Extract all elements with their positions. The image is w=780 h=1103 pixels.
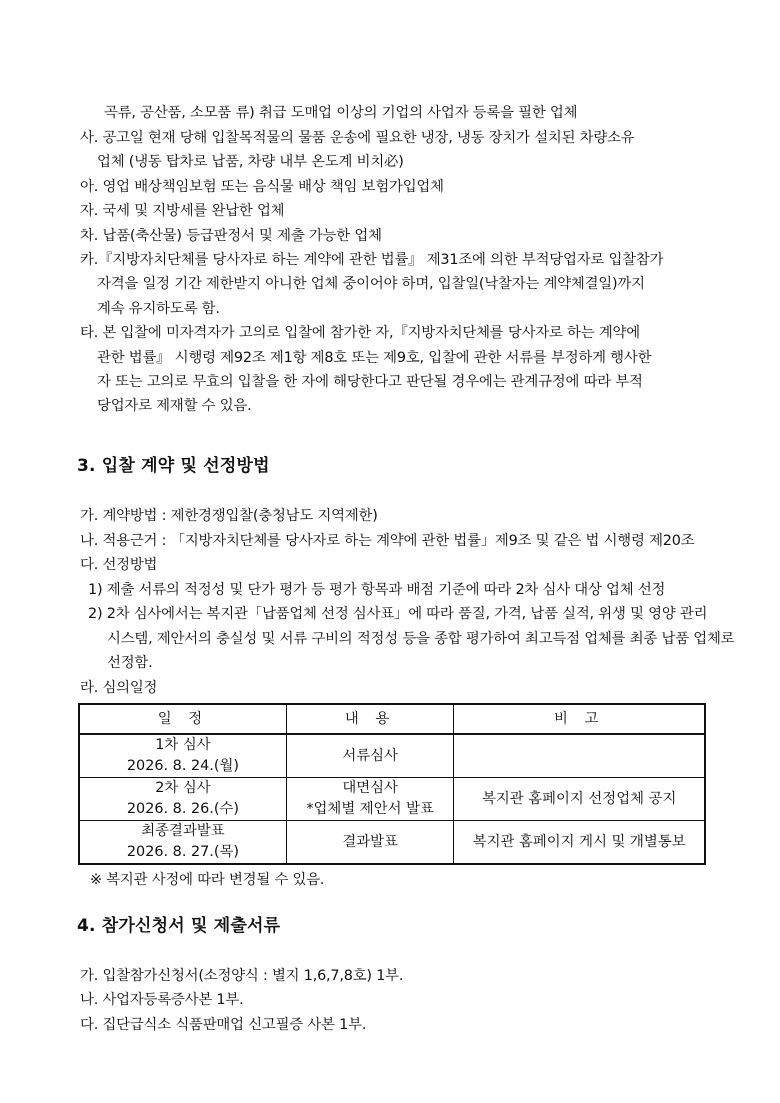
section-4-title: 4. 참가신청서 및 제출서류	[77, 916, 281, 936]
content-cell	[286, 734, 453, 778]
text-line-legal-basis: 나. 적용근거 : 「지방자치단체를 당사자로 하는 계약에 관한 법률」제9조 및 같은 법 시행령 제20조	[80, 533, 695, 549]
content-text: 결과발표	[342, 833, 398, 850]
text-line: 계속 유지하도록 함.	[97, 301, 220, 317]
text-line: 관한 법률』 시행령 제92조 제1항 제8호 또는 제9호, 입찰에 관한 서류를 부정하게 행사한	[97, 350, 652, 366]
text-line: 당업자로 제재할 수 있음.	[97, 398, 252, 414]
schedule-label: 2차 심사	[155, 780, 211, 796]
table-header-schedule: 일 정	[79, 704, 286, 734]
note-cell: 복지관 홈페이지 선정업체 공지	[454, 778, 705, 821]
text-line: 자 또는 고의로 무효의 입찰을 한 자에 해당한다고 판단될 경우에는 관계규정에 따라 부적	[97, 374, 643, 390]
text-line-business-registration: 나. 사업자등록증사본 1부.	[80, 992, 244, 1008]
text-line-item-ka: 카.『지방자치단체를 당사자로 하는 계약에 관한 법률』 제31조에 의한 부적당업자로 입찰참가	[80, 252, 664, 268]
schedule-date: 2026. 8. 26.(수)	[126, 801, 239, 817]
text-line: 곡류, 공산품, 소모품 류) 취급 도매업 이상의 기업의 사업자 등록을 필한 업체	[104, 105, 578, 121]
schedule-cell	[79, 734, 286, 778]
table-row	[79, 778, 705, 821]
section-3-title: 3. 입찰 계약 및 선정방법	[77, 456, 270, 476]
text-line-step-2: 2) 2차 심사에서는 복지관「납품업체 선정 심사표」에 따라 품질, 가격, 납품 실적, 위생 및 영양 관리	[88, 606, 708, 622]
schedule-date: 2026. 8. 24.(월)	[126, 758, 239, 774]
content-cell	[286, 778, 453, 821]
text-line-item-sa: 사. 공고일 현재 당해 입찰목적물의 물품 운송에 필요한 냉장, 냉동 장치가 설치된 차량소유	[80, 130, 635, 146]
text-line-contract-method: 가. 계약방법 : 제한경쟁입찰(충청남도 지역제한)	[80, 508, 378, 524]
table-header-row	[79, 704, 705, 734]
schedule-cell	[79, 778, 286, 821]
text-line-application-form: 가. 입찰참가신청서(소정양식 : 별지 1,6,7,8호) 1부.	[80, 968, 404, 984]
text-line-food-license: 다. 집단급식소 식품판매업 신고필증 사본 1부.	[80, 1017, 367, 1033]
schedule-label: 1차 심사	[155, 737, 211, 753]
table-header-note: 비 고	[454, 704, 705, 734]
text-line-schedule-label: 라. 심의일정	[80, 680, 158, 696]
content-subtext: *업체별 제안서 발표	[306, 801, 434, 817]
note-cell	[454, 734, 705, 778]
schedule-cell	[79, 821, 286, 865]
text-line-item-a: 아. 영업 배상책임보험 또는 음식물 배상 책임 보험가입업체	[80, 179, 444, 195]
content-text: 대면심사	[342, 780, 398, 796]
table-row	[79, 821, 705, 865]
text-line: 선정함.	[107, 655, 153, 671]
text-line-item-ja: 자. 국세 및 지방세를 완납한 업체	[80, 203, 285, 219]
content-text: 서류심사	[342, 747, 398, 764]
text-line: 업체 (냉동 탑차로 납품, 차량 내부 온도계 비치必)	[97, 154, 404, 170]
schedule-table	[78, 703, 706, 865]
text-line: 자격을 일정 기간 제한받지 아니한 업체 중이어야 하며, 입찰일(낙찰자는 계약체결일)까지	[97, 276, 645, 292]
schedule-label: 최종결과발표	[141, 823, 225, 839]
table-header-content: 내 용	[286, 704, 453, 734]
text-line-selection-method: 다. 선정방법	[80, 557, 158, 573]
schedule-footnote: ※ 복지관 사정에 따라 변경될 수 있음.	[90, 872, 325, 888]
text-line-item-cha: 차. 납품(축산물) 등급판정서 및 제출 가능한 업체	[80, 228, 382, 244]
text-line-item-ta: 타. 본 입찰에 미자격자가 고의로 입찰에 참가한 자,『지방자치단체를 당사자로 하는 계약에	[80, 325, 640, 341]
content-cell	[286, 821, 453, 865]
text-line: 시스템, 제안서의 충실성 및 서류 구비의 적정성 등을 종합 평가하여 최고득점 업체를 최종 납품 업체로	[107, 631, 735, 647]
note-cell: 복지관 홈페이지 게시 및 개별통보	[454, 821, 705, 865]
schedule-date: 2026. 8. 27.(목)	[126, 844, 239, 860]
text-line-step-1: 1) 제출 서류의 적정성 및 단가 평가 등 평가 항목과 배점 기준에 따라 2차 심사 대상 업체 선정	[88, 582, 666, 598]
table-row	[79, 734, 705, 778]
